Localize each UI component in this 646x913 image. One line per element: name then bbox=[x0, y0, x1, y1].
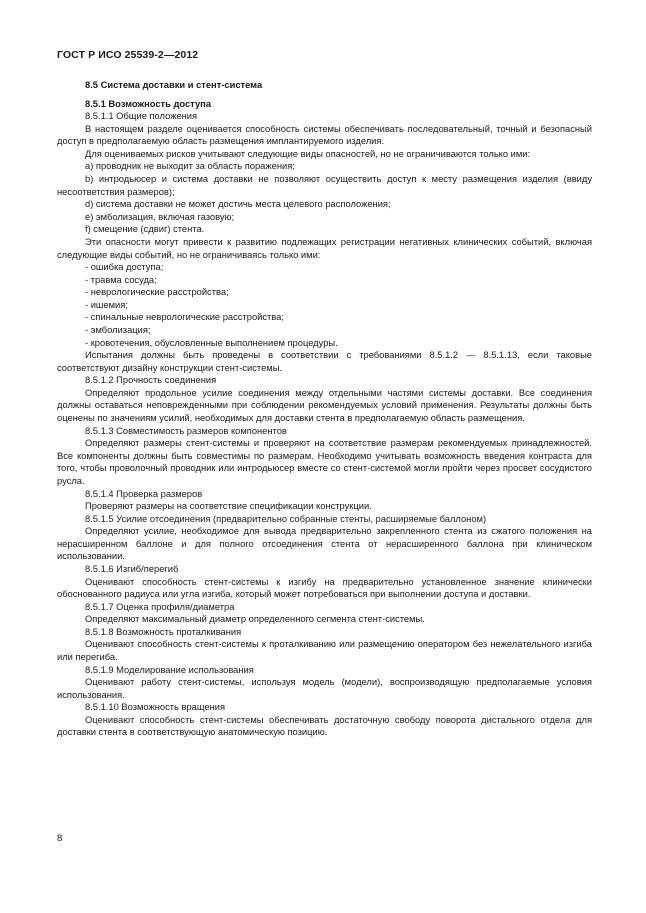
paragraph: В настоящем разделе оценивается способность системы обеспечивать последовательный, точный и безопасный доступ в предполагаемую область размещения имплантируемого изделия. bbox=[57, 123, 592, 147]
paragraph: Оценивают способность стент-системы обеспечивать достаточную свободу поворота дистального отдела для доставки стента в соответствующую анатомическую позицию. bbox=[57, 714, 592, 738]
paragraph: - травма сосуда; bbox=[85, 274, 157, 285]
paragraph: 8.5.1.5 Усилие отсоединения (предварительно собранные стенты, расширяемые баллоном) bbox=[85, 513, 487, 524]
document-header: ГОСТ Р ИСО 25539-2—2012 bbox=[57, 49, 199, 61]
paragraph: Определяют усилие, необходимое для вывода предварительно закрепленного стента из сжатого положения на нерасширенном баллоне и для полного отсоединения стента от нерасширенного баллона при клиническом использовании. bbox=[57, 526, 592, 562]
section-heading: 8.5 Система доставки и стент-система bbox=[85, 80, 263, 90]
paragraph: 8.5.1.6 Изгиб/перегиб bbox=[85, 563, 179, 574]
paragraph: d) система доставки не может достичь места целевого расположения; bbox=[85, 199, 391, 210]
paragraph: Оценивают способность стент-системы к изгибу на предварительно установленное значение клинически обоснованного радиуса или угла изгиба, который может потребоваться при выполнении доступа и доставки. bbox=[57, 576, 592, 600]
paragraph: Для оцениваемых рисков учитывают следующие виды опасностей, но не ограничиваются только ими: bbox=[85, 148, 531, 159]
page-number: 8 bbox=[57, 833, 63, 844]
paragraph: Проверяют размеры на соответствие спецификации конструкции. bbox=[85, 501, 372, 512]
paragraph: b) интродьюсер и система доставки не позволяют осуществить доступ к месту размещения изделия (ввиду несоответствия размеров); bbox=[57, 174, 592, 197]
paragraph: Эти опасности могут привести к развитию подлежащих регистрации негативных клинических событий, включая следующие виды событий, но не ограничиваясь только ими: bbox=[57, 236, 592, 260]
paragraph: Оценивают способность стент-системы к проталкиванию или размещению оператором без нежелательного изгиба или перегиба. bbox=[57, 639, 592, 663]
paragraph: Определяют максимальный диаметр определенного сегмента стент-системы. bbox=[85, 614, 425, 625]
paragraph: f) смещение (сдвиг) стента. bbox=[85, 224, 205, 235]
paragraph: Определяют продольное усилие соединения между отдельными частями системы доставки. Все соединения должны оставаться неповрежденными при соблюдении рекомендуемых условий применения. Результаты должны быть оценены по значениям усилий, необходимых для доставки стента в предполагаемую область размещения. bbox=[57, 387, 592, 424]
paragraph: a) проводник не выходит за область поражения; bbox=[85, 161, 295, 172]
paragraph: - кровотечения, обусловленные выполнением процедуры. bbox=[85, 337, 338, 348]
paragraph: Оценивают работу стент-системы, используя модель (модели), воспроизводящую предполагаемые условия использования. bbox=[57, 677, 592, 700]
section-heading: 8.5.1 Возможность доступа bbox=[85, 98, 212, 109]
paragraph: 8.5.1.4 Проверка размеров bbox=[85, 488, 203, 499]
paragraph: Испытания должны быть проведены в соответствии с требованиями 8.5.1.2 — 8.5.1.13, если таковые соответствуют дизайну конструкции стент-системы. bbox=[57, 350, 592, 373]
paragraph: 8.5.1.7 Оценка профиля/диаметра bbox=[85, 601, 235, 612]
paragraph: 8.5.1.3 Совместимость размеров компонентов bbox=[85, 425, 287, 436]
paragraph: - ошибка доступа; bbox=[85, 262, 164, 273]
paragraph: 8.5.1.1 Общие положения bbox=[85, 111, 198, 122]
document-body bbox=[57, 79, 592, 739]
paragraph: 8.5.1.10 Возможность вращения bbox=[85, 702, 226, 713]
paragraph: - эмболизация; bbox=[85, 324, 151, 335]
paragraph: 8.5.1.9 Моделирование использования bbox=[85, 664, 254, 675]
paragraph: - спинальные неврологические расстройства; bbox=[85, 312, 284, 323]
paragraph: Определяют размеры стент-системы и проверяют на соответствие размерам рекомендуемых принадлежностей. Все компоненты должны быть совместимы по размерам. Необходимо учитывать возможность введения контраста для того, чтобы проволочный проводник или интродьюсер вместе со стент-системой могли пройти через просвет сосудистого русла. bbox=[57, 438, 592, 486]
paragraph: - неврологические расстройства; bbox=[85, 287, 229, 298]
paragraph: - ишемия; bbox=[85, 299, 128, 310]
paragraph: e) эмболизация, включая газовую; bbox=[85, 211, 235, 222]
paragraph: 8.5.1.2 Прочность соединения bbox=[85, 375, 217, 386]
paragraph: 8.5.1.8 Возможность проталкивания bbox=[85, 626, 242, 637]
